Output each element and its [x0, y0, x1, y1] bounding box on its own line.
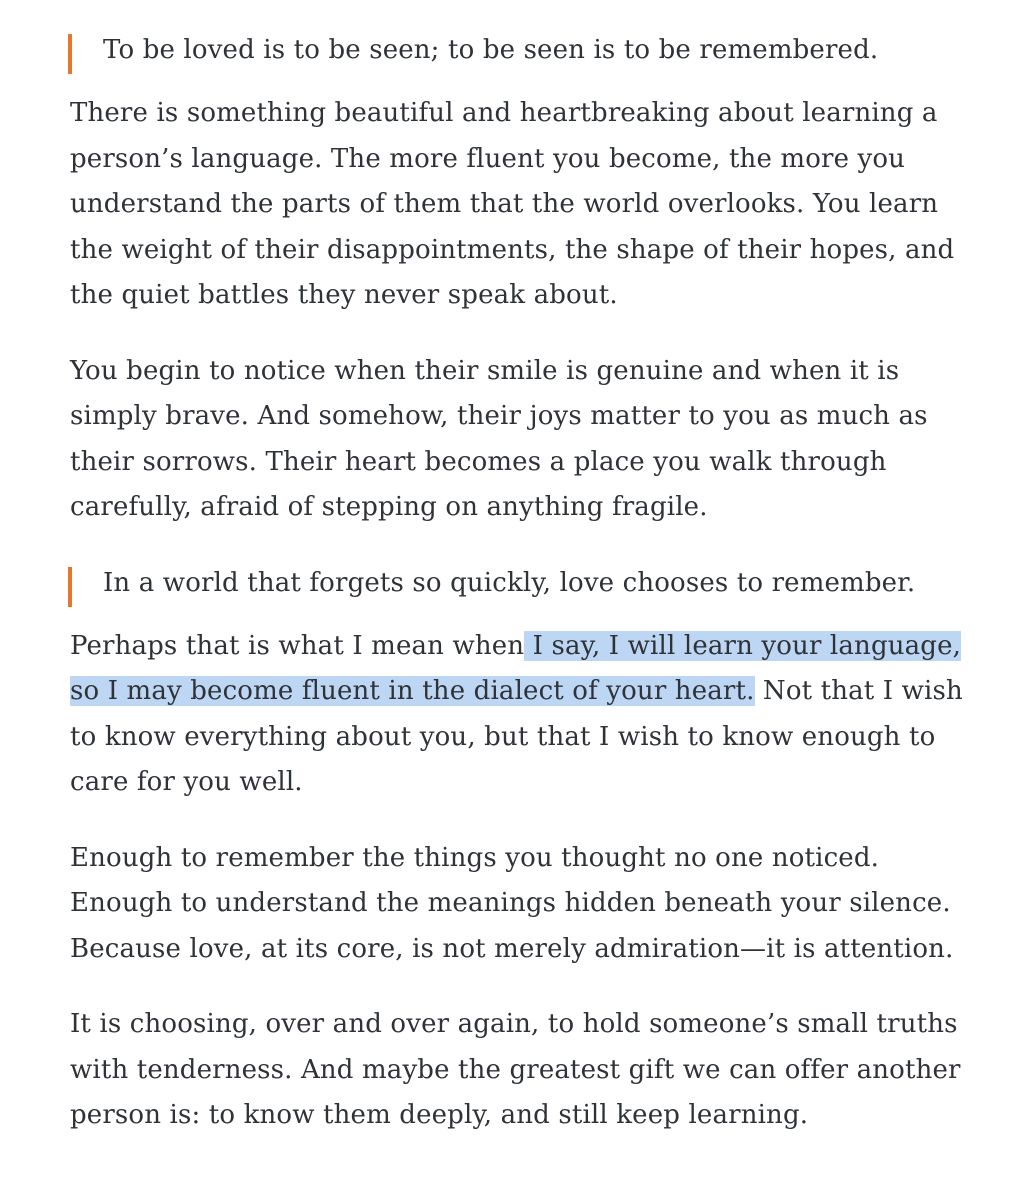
paragraph-1: There is something beautiful and heartbreaking about learning a person’s language. The more fluent you become, the more you understand the parts of them that the world overlooks. You learn the weight of their disappointments, the shape of their hopes, and the quiet battles they never speak about. — [70, 98, 955, 310]
paragraph-3-start: Perhaps that is what I mean when — [70, 630, 525, 661]
paragraph-4: Enough to remember the things you thought no one noticed. Enough to understand the meanings hidden beneath your silence. Because love, at its core, is not merely admiration—it is attention. — [70, 842, 954, 964]
paragraph-3-end: Not that I wish to know everything about you, but that I wish to know enough to care for you well. — [70, 676, 963, 797]
pull-quote-2: In a world that forgets so quickly, love chooses to remember. — [70, 561, 963, 606]
pull-quote-1: To be loved is to be seen; to be seen is to be remembered. — [70, 28, 963, 73]
paragraph-5: It is choosing, over and over again, to hold someone’s small truths with tenderness. And maybe the greatest gift we can offer another person is: to know them deeply, and still keep learning. — [70, 1009, 961, 1130]
paragraph-2: You begin to notice when their smile is genuine and when it is simply brave. And somehow, their joys matter to you as much as their sorrows. Their heart becomes a place you walk through carefully, afraid of stepping on anything fragile. — [70, 355, 928, 522]
selected-text-highlight[interactable]: I say, I will learn your language, so I may become fluent in the dialect of your heart. — [70, 630, 962, 706]
paragraph-3[interactable] — [70, 624, 963, 806]
